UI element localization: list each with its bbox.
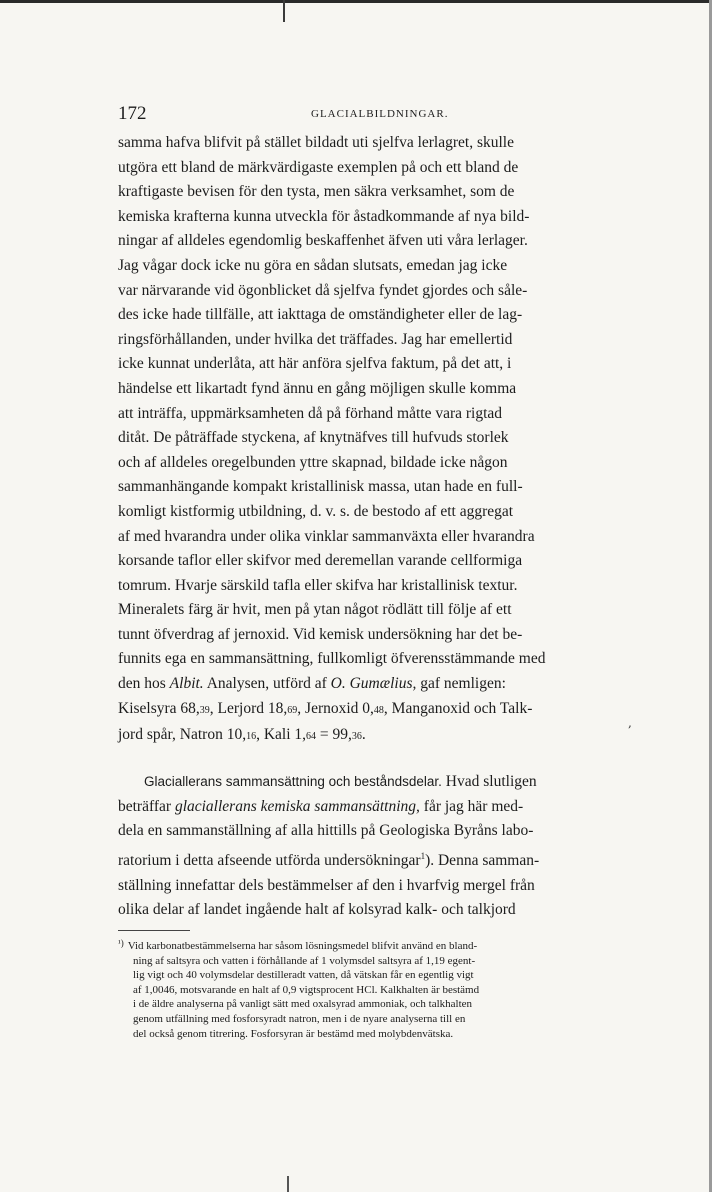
page-number: 172 (118, 103, 147, 124)
text-line: dela en sammanställning af alla hittills på Geologiska Byråns labo- (118, 822, 534, 840)
text-run: Vid karbonatbestämmelserna har såsom lösningsmedel blifvit använd en bland- (127, 940, 478, 952)
text-line: Jag vågar dock icke nu göra en sådan slutsats, emedan jag icke (118, 256, 508, 274)
text-run: ratorium i detta afseende utförda undersökningar (118, 851, 421, 869)
analysis-line-2 (118, 723, 638, 750)
text-line: kemiska krafterna kunna utveckla för åstadkommande af nya bild- (118, 207, 530, 225)
text-line: tomrum. Hvarje särskild tafla eller skifva har kristallinisk textur. (118, 576, 518, 594)
text-line: var närvarande vid ögonblicket då sjelfva fyndet gjordes och såle- (118, 281, 528, 299)
footnote-line (118, 936, 626, 954)
text-run: Kiselsyra 68, (118, 699, 200, 717)
footnote-line: ning af saltsyra och vatten i förhållande af 1 volymsdel saltsyra af 1,19 egent- (133, 954, 476, 967)
footnote-marker: ¹) (118, 938, 124, 948)
page-header (118, 103, 638, 127)
text-run: gaf nemligen: (416, 675, 506, 693)
running-head: GLACIALBILDNINGAR. (311, 108, 449, 120)
text-line: ningar af alldeles egendomlig beskaffenhet äfven uti våra lerlager. (118, 232, 528, 250)
stray-print-mark: , (628, 716, 632, 730)
text-line: sammanhängande kompakt kristallinisk massa, utan hade en full- (118, 478, 523, 496)
bottom-crop-mark (287, 1176, 289, 1192)
footnote-line: genom utfällning med fosforsyradt natron, men i de nyare analyserna till en (133, 1012, 466, 1025)
text-line (118, 844, 638, 874)
decimal-digits: 39 (199, 704, 210, 716)
footnote-reference[interactable]: 1 (420, 850, 426, 861)
text-line: tunnt öfverdrag af jernoxid. Vid kemisk undersökning har det be- (118, 625, 523, 643)
text-run: , Jernoxid 0, (297, 699, 374, 717)
text-run: jord spår, Natron 10, (118, 726, 247, 744)
text-line: olika delar af landet ingående halt af kolsyrad kalk- och talkjord (118, 901, 516, 919)
footnote-line: i de äldre analyserna på vanligt sätt med oxalsyrad ammoniak, och talkhalten (133, 998, 473, 1011)
text-line: och af alldeles oregelbunden yttre skapnad, bildade icke någon (118, 453, 508, 471)
footnote-line: del också genom titrering. Fosforsyran är bestämd med molybdenvätska. (133, 1027, 454, 1040)
decimal-digits: 64 (306, 731, 317, 743)
text-run: , Manganoxid och Talk- (383, 699, 533, 717)
text-run: den hos (118, 675, 170, 693)
text-line: kraftigaste bevisen för den tysta, men säkra verksamhet, som de (118, 183, 515, 201)
text-line: ringsförhållanden, under hvilka det träffades. Jag har emellertid (118, 330, 513, 348)
text-line: af med hvarandra under olika vinklar sammanväxta eller hvarandra (118, 527, 535, 545)
text-line: utgöra ett bland de märkvärdigaste exemplen på och ett bland de (118, 158, 519, 176)
decimal-digits: 69 (287, 704, 298, 716)
section-heading-line (118, 770, 638, 795)
top-crop-mark (283, 0, 285, 22)
decimal-digits: 36 (351, 731, 362, 743)
text-run: Hvad slutligen (441, 773, 537, 790)
text-run: , Kali 1, (256, 726, 307, 744)
albit-italic: Albit. (169, 675, 204, 693)
text-line: händelse ett likartadt fynd ännu en gång möjligen skulle komma (118, 379, 517, 397)
section-heading: Glaciallerans sammansättning och beståndsdelar. (144, 774, 442, 789)
text-line: komligt kistformig utbildning, d. v. s. de bestodo af ett aggregat (118, 502, 514, 520)
text-line: samma hafva blifvit på stället bildadt uti sjelfva lerlagret, skulle (118, 134, 514, 151)
gumaelius-italic: O. Gumælius, (330, 675, 417, 693)
body-paragraph-2 (118, 770, 638, 923)
text-run: ). Denna samman- (425, 851, 540, 869)
text-line: ställning innefattar dels bestämmelser af den i hvarfvig mergel från (118, 876, 535, 894)
text-line (118, 795, 638, 820)
top-border-rule (0, 0, 712, 3)
text-line: icke kunnat underlåta, att här anföra sjelfva faktum, på det att, i (118, 355, 512, 373)
text-line: ditåt. De påträffade styckena, af knytnäfves till hufvuds storlek (118, 429, 509, 447)
text-line: des icke hade tillfälle, att iakttaga de omständigheter eller de lag- (118, 306, 523, 324)
text-run: , Lerjord 18, (209, 699, 288, 717)
text-line-albit (118, 672, 638, 697)
text-run: får jag här med- (419, 797, 524, 815)
text-run: beträffar (118, 797, 175, 815)
footnote-divider (118, 930, 190, 931)
decimal-digits: 48 (373, 704, 384, 716)
analysis-line-1 (118, 697, 638, 724)
text-line: att inträffa, uppmärksamheten då på förhand måtte vara rigtad (118, 404, 503, 422)
text-run: Analysen, utförd af (203, 675, 331, 693)
emphasis-italic: glaciallerans kemiska sammansättning, (174, 797, 420, 815)
text-run: = 99, (316, 726, 352, 744)
text-line: korsande taflor eller skifvor med deremellan varande cellformiga (118, 552, 523, 570)
footnote (118, 936, 626, 1041)
body-paragraph-1 (118, 131, 638, 750)
text-line: Mineralets färg är hvit, men på ytan något rödlätt till följe af ett (118, 601, 512, 619)
text-line: funnits ega en sammansättning, fullkomligt öfverensstämmande med (118, 650, 546, 668)
text-run: . (361, 726, 366, 744)
footnote-line: af 1,0046, motsvarande en halt af 0,9 vigtsprocent HCl. Kalkhalten är bestämd (133, 983, 480, 996)
footnote-line: lig vigt och 40 volymsdelar destilleradt vatten, då vätskan får en egentlig vigt (133, 969, 474, 982)
decimal-digits: 16 (246, 731, 257, 743)
